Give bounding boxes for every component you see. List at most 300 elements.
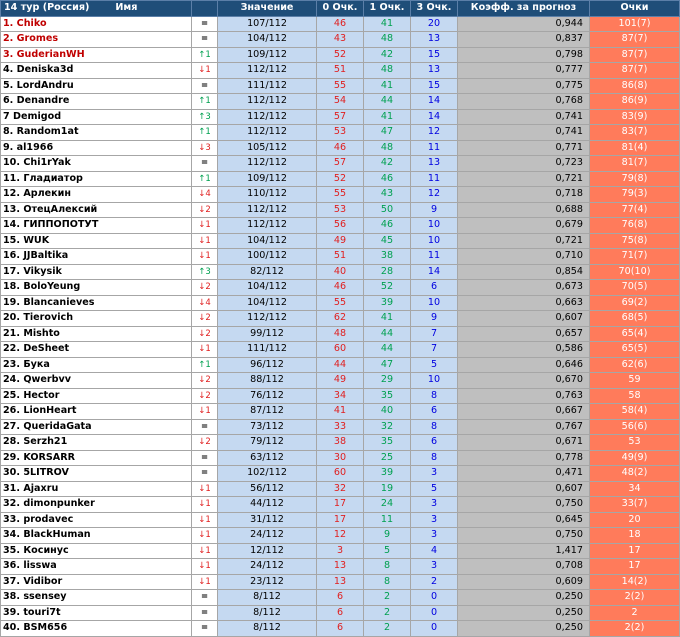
points-cell: 86(9) (590, 94, 680, 110)
points-cell: 49(9) (590, 450, 680, 466)
coefficient-cell: 0,670 (458, 373, 590, 389)
three-points-cell: 3 (411, 466, 458, 482)
value-cell: 104/112 (218, 295, 317, 311)
zero-points-cell: 6 (317, 590, 364, 606)
coefficient-cell: 0,854 (458, 264, 590, 280)
three-points-cell: 20 (411, 16, 458, 32)
three-points-cell: 13 (411, 63, 458, 79)
coefficient-cell: 0,586 (458, 342, 590, 358)
points-cell: 2(2) (590, 621, 680, 637)
one-point-cell: 50 (364, 202, 411, 218)
table-row (1, 125, 680, 141)
value-cell: 87/112 (218, 404, 317, 420)
player-name: 11. Гладиатор (1, 171, 192, 187)
points-cell: 34 (590, 481, 680, 497)
zero-points-cell: 48 (317, 326, 364, 342)
table-row (1, 342, 680, 358)
table-row (1, 264, 680, 280)
one-point-cell: 29 (364, 373, 411, 389)
one-point-cell: 45 (364, 233, 411, 249)
rank-change: ↑1 (192, 47, 218, 63)
player-name: 10. Chi1rYak (1, 156, 192, 172)
rank-change: = (192, 621, 218, 637)
header-three-points: 3 Очк. (411, 1, 458, 17)
rank-change: ↓1 (192, 63, 218, 79)
points-cell: 65(5) (590, 342, 680, 358)
table-row (1, 528, 680, 544)
zero-points-cell: 17 (317, 512, 364, 528)
coefficient-cell: 0,741 (458, 109, 590, 125)
three-points-cell: 8 (411, 450, 458, 466)
player-name: 6. Denandre (1, 94, 192, 110)
three-points-cell: 3 (411, 497, 458, 513)
one-point-cell: 41 (364, 16, 411, 32)
three-points-cell: 6 (411, 404, 458, 420)
value-cell: 111/112 (218, 78, 317, 94)
rank-change: ↓2 (192, 311, 218, 327)
player-name: 1. Chiko (1, 16, 192, 32)
rank-change: ↓1 (192, 574, 218, 590)
one-point-cell: 5 (364, 543, 411, 559)
coefficient-cell: 0,250 (458, 621, 590, 637)
coefficient-cell: 0,721 (458, 171, 590, 187)
three-points-cell: 10 (411, 218, 458, 234)
coefficient-cell: 0,708 (458, 559, 590, 575)
rank-change: = (192, 16, 218, 32)
player-name: 34. BlackHuman (1, 528, 192, 544)
table-row (1, 373, 680, 389)
table-row (1, 605, 680, 621)
value-cell: 112/112 (218, 156, 317, 172)
player-name: 24. Qwerbvv (1, 373, 192, 389)
table-row (1, 218, 680, 234)
rank-change: ↓2 (192, 435, 218, 451)
one-point-cell: 48 (364, 32, 411, 48)
three-points-cell: 10 (411, 373, 458, 389)
three-points-cell: 12 (411, 125, 458, 141)
header-coefficient: Коэфф. за прогноз (458, 1, 590, 17)
rank-change: ↓1 (192, 249, 218, 265)
points-cell: 33(7) (590, 497, 680, 513)
rank-change: ↓1 (192, 218, 218, 234)
player-name: 37. Vidibor (1, 574, 192, 590)
player-name: 5. LordAndru (1, 78, 192, 94)
points-cell: 79(3) (590, 187, 680, 203)
rank-change: ↓3 (192, 140, 218, 156)
three-points-cell: 2 (411, 574, 458, 590)
zero-points-cell: 38 (317, 435, 364, 451)
points-cell: 69(2) (590, 295, 680, 311)
points-cell: 59 (590, 373, 680, 389)
value-cell: 109/112 (218, 171, 317, 187)
rank-change: ↓1 (192, 233, 218, 249)
coefficient-cell: 0,645 (458, 512, 590, 528)
rank-change: ↓2 (192, 388, 218, 404)
zero-points-cell: 12 (317, 528, 364, 544)
zero-points-cell: 33 (317, 419, 364, 435)
one-point-cell: 2 (364, 605, 411, 621)
value-cell: 8/112 (218, 590, 317, 606)
value-cell: 112/112 (218, 94, 317, 110)
three-points-cell: 7 (411, 326, 458, 342)
three-points-cell: 7 (411, 342, 458, 358)
points-cell: 53 (590, 435, 680, 451)
one-point-cell: 8 (364, 559, 411, 575)
one-point-cell: 46 (364, 218, 411, 234)
value-cell: 88/112 (218, 373, 317, 389)
one-point-cell: 32 (364, 419, 411, 435)
rank-change: = (192, 78, 218, 94)
one-point-cell: 2 (364, 621, 411, 637)
points-cell: 62(6) (590, 357, 680, 373)
three-points-cell: 5 (411, 357, 458, 373)
one-point-cell: 35 (364, 435, 411, 451)
table-row (1, 280, 680, 296)
zero-points-cell: 49 (317, 233, 364, 249)
value-cell: 96/112 (218, 357, 317, 373)
zero-points-cell: 60 (317, 342, 364, 358)
header-zero-points: 0 Очк. (317, 1, 364, 17)
one-point-cell: 9 (364, 528, 411, 544)
one-point-cell: 39 (364, 466, 411, 482)
rank-change: = (192, 419, 218, 435)
zero-points-cell: 51 (317, 63, 364, 79)
table-body (1, 16, 680, 636)
table-row (1, 574, 680, 590)
points-cell: 101(7) (590, 16, 680, 32)
zero-points-cell: 34 (317, 388, 364, 404)
coefficient-cell: 0,944 (458, 16, 590, 32)
three-points-cell: 8 (411, 388, 458, 404)
zero-points-cell: 30 (317, 450, 364, 466)
rank-change: = (192, 32, 218, 48)
rank-change: = (192, 156, 218, 172)
zero-points-cell: 54 (317, 94, 364, 110)
value-cell: 112/112 (218, 311, 317, 327)
rank-change: ↑1 (192, 171, 218, 187)
player-name: 15. WUK (1, 233, 192, 249)
table-row (1, 78, 680, 94)
table-row (1, 543, 680, 559)
points-cell: 79(8) (590, 171, 680, 187)
three-points-cell: 5 (411, 481, 458, 497)
zero-points-cell: 55 (317, 187, 364, 203)
three-points-cell: 11 (411, 140, 458, 156)
table-row (1, 481, 680, 497)
one-point-cell: 2 (364, 590, 411, 606)
one-point-cell: 41 (364, 78, 411, 94)
value-cell: 111/112 (218, 342, 317, 358)
player-name: 39. touri7t (1, 605, 192, 621)
coefficient-cell: 0,750 (458, 497, 590, 513)
zero-points-cell: 46 (317, 140, 364, 156)
rank-change: ↓1 (192, 497, 218, 513)
header-name: Имя (115, 2, 138, 13)
zero-points-cell: 56 (317, 218, 364, 234)
rank-change: ↓1 (192, 512, 218, 528)
value-cell: 63/112 (218, 450, 317, 466)
three-points-cell: 0 (411, 605, 458, 621)
value-cell: 73/112 (218, 419, 317, 435)
value-cell: 23/112 (218, 574, 317, 590)
points-cell: 77(4) (590, 202, 680, 218)
zero-points-cell: 53 (317, 125, 364, 141)
zero-points-cell: 6 (317, 605, 364, 621)
header-round: 14 тур (Россия) (4, 2, 90, 13)
player-name: 3. GuderianWH (1, 47, 192, 63)
three-points-cell: 6 (411, 435, 458, 451)
table-row (1, 497, 680, 513)
player-name: 28. Serzh21 (1, 435, 192, 451)
value-cell: 112/112 (218, 218, 317, 234)
coefficient-cell: 0,607 (458, 311, 590, 327)
value-cell: 107/112 (218, 16, 317, 32)
coefficient-cell: 0,723 (458, 156, 590, 172)
points-cell: 71(7) (590, 249, 680, 265)
value-cell: 109/112 (218, 47, 317, 63)
points-cell: 87(7) (590, 32, 680, 48)
player-name: 12. Арлекин (1, 187, 192, 203)
coefficient-cell: 0,471 (458, 466, 590, 482)
table-row (1, 109, 680, 125)
value-cell: 8/112 (218, 605, 317, 621)
zero-points-cell: 3 (317, 543, 364, 559)
points-cell: 65(4) (590, 326, 680, 342)
one-point-cell: 42 (364, 156, 411, 172)
zero-points-cell: 52 (317, 47, 364, 63)
player-name: 19. Blancanieves (1, 295, 192, 311)
coefficient-cell: 0,798 (458, 47, 590, 63)
value-cell: 79/112 (218, 435, 317, 451)
coefficient-cell: 0,767 (458, 419, 590, 435)
one-point-cell: 35 (364, 388, 411, 404)
points-cell: 56(6) (590, 419, 680, 435)
three-points-cell: 10 (411, 233, 458, 249)
points-cell: 70(10) (590, 264, 680, 280)
three-points-cell: 0 (411, 621, 458, 637)
points-cell: 81(4) (590, 140, 680, 156)
table-row (1, 171, 680, 187)
points-cell: 83(9) (590, 109, 680, 125)
player-name: 38. ssensey (1, 590, 192, 606)
three-points-cell: 11 (411, 171, 458, 187)
points-cell: 87(7) (590, 47, 680, 63)
coefficient-cell: 0,679 (458, 218, 590, 234)
zero-points-cell: 17 (317, 497, 364, 513)
player-name: 2. Gromes (1, 32, 192, 48)
player-name: 16. JJBaltika (1, 249, 192, 265)
zero-points-cell: 13 (317, 574, 364, 590)
three-points-cell: 14 (411, 264, 458, 280)
table-row (1, 404, 680, 420)
player-name: 9. al1966 (1, 140, 192, 156)
one-point-cell: 24 (364, 497, 411, 513)
header-round-name (1, 1, 192, 17)
coefficient-cell: 0,657 (458, 326, 590, 342)
table-row (1, 63, 680, 79)
table-row (1, 466, 680, 482)
points-cell: 17 (590, 543, 680, 559)
header-points: Очки (590, 1, 680, 17)
value-cell: 104/112 (218, 280, 317, 296)
rank-change: ↓1 (192, 528, 218, 544)
table-header-row (1, 1, 680, 17)
zero-points-cell: 60 (317, 466, 364, 482)
three-points-cell: 9 (411, 311, 458, 327)
three-points-cell: 11 (411, 249, 458, 265)
coefficient-cell: 0,646 (458, 357, 590, 373)
rank-change: ↑1 (192, 357, 218, 373)
player-name: 25. Hector (1, 388, 192, 404)
table-row (1, 140, 680, 156)
coefficient-cell: 0,775 (458, 78, 590, 94)
three-points-cell: 14 (411, 94, 458, 110)
table-row (1, 559, 680, 575)
one-point-cell: 44 (364, 342, 411, 358)
rank-change: ↑1 (192, 125, 218, 141)
one-point-cell: 41 (364, 311, 411, 327)
value-cell: 100/112 (218, 249, 317, 265)
value-cell: 99/112 (218, 326, 317, 342)
zero-points-cell: 57 (317, 156, 364, 172)
rank-change: ↑1 (192, 94, 218, 110)
rank-change: ↓2 (192, 373, 218, 389)
rank-change: = (192, 590, 218, 606)
table-row (1, 249, 680, 265)
one-point-cell: 44 (364, 94, 411, 110)
coefficient-cell: 0,778 (458, 450, 590, 466)
header-trend (192, 1, 218, 17)
three-points-cell: 9 (411, 202, 458, 218)
value-cell: 8/112 (218, 621, 317, 637)
three-points-cell: 4 (411, 543, 458, 559)
zero-points-cell: 51 (317, 249, 364, 265)
rank-change: ↑3 (192, 109, 218, 125)
rank-change: ↓2 (192, 326, 218, 342)
value-cell: 104/112 (218, 233, 317, 249)
rank-change: ↓4 (192, 295, 218, 311)
zero-points-cell: 55 (317, 78, 364, 94)
rank-change: ↓1 (192, 543, 218, 559)
table-row (1, 435, 680, 451)
points-cell: 14(2) (590, 574, 680, 590)
player-name: 18. BoloYeung (1, 280, 192, 296)
player-name: 23. Бука (1, 357, 192, 373)
value-cell: 112/112 (218, 125, 317, 141)
coefficient-cell: 0,667 (458, 404, 590, 420)
player-name: 21. Mishto (1, 326, 192, 342)
player-name: 4. Deniska3d (1, 63, 192, 79)
coefficient-cell: 0,688 (458, 202, 590, 218)
three-points-cell: 13 (411, 156, 458, 172)
one-point-cell: 39 (364, 295, 411, 311)
one-point-cell: 52 (364, 280, 411, 296)
value-cell: 112/112 (218, 109, 317, 125)
three-points-cell: 15 (411, 78, 458, 94)
player-name: 17. Vikysik (1, 264, 192, 280)
player-name: 8. Random1at (1, 125, 192, 141)
value-cell: 112/112 (218, 63, 317, 79)
value-cell: 24/112 (218, 528, 317, 544)
rank-change: ↓4 (192, 187, 218, 203)
player-name: 33. prodavec (1, 512, 192, 528)
table-row (1, 388, 680, 404)
player-name: 35. Косинус (1, 543, 192, 559)
three-points-cell: 8 (411, 419, 458, 435)
value-cell: 110/112 (218, 187, 317, 203)
zero-points-cell: 44 (317, 357, 364, 373)
coefficient-cell: 0,741 (458, 125, 590, 141)
zero-points-cell: 57 (317, 109, 364, 125)
points-cell: 20 (590, 512, 680, 528)
three-points-cell: 14 (411, 109, 458, 125)
one-point-cell: 28 (364, 264, 411, 280)
rank-change: = (192, 466, 218, 482)
rank-change: = (192, 605, 218, 621)
points-cell: 75(8) (590, 233, 680, 249)
one-point-cell: 44 (364, 326, 411, 342)
table-row (1, 156, 680, 172)
coefficient-cell: 0,250 (458, 590, 590, 606)
coefficient-cell: 0,837 (458, 32, 590, 48)
value-cell: 102/112 (218, 466, 317, 482)
coefficient-cell: 0,609 (458, 574, 590, 590)
player-name: 13. ОтецАлексий (1, 202, 192, 218)
coefficient-cell: 0,663 (458, 295, 590, 311)
header-value: Значение (218, 1, 317, 17)
table-row (1, 295, 680, 311)
one-point-cell: 42 (364, 47, 411, 63)
points-cell: 2(2) (590, 590, 680, 606)
rank-change: ↓1 (192, 404, 218, 420)
rank-change: ↓1 (192, 481, 218, 497)
rank-change: = (192, 450, 218, 466)
one-point-cell: 48 (364, 63, 411, 79)
coefficient-cell: 0,718 (458, 187, 590, 203)
points-cell: 83(7) (590, 125, 680, 141)
one-point-cell: 47 (364, 125, 411, 141)
zero-points-cell: 49 (317, 373, 364, 389)
one-point-cell: 8 (364, 574, 411, 590)
coefficient-cell: 0,607 (458, 481, 590, 497)
value-cell: 112/112 (218, 202, 317, 218)
one-point-cell: 43 (364, 187, 411, 203)
points-cell: 68(5) (590, 311, 680, 327)
three-points-cell: 3 (411, 512, 458, 528)
table-row (1, 233, 680, 249)
table-row (1, 512, 680, 528)
three-points-cell: 0 (411, 590, 458, 606)
three-points-cell: 3 (411, 559, 458, 575)
table-row (1, 357, 680, 373)
value-cell: 56/112 (218, 481, 317, 497)
table-row (1, 187, 680, 203)
table-row (1, 32, 680, 48)
rank-change: ↓1 (192, 559, 218, 575)
table-row (1, 419, 680, 435)
table-row (1, 94, 680, 110)
table-row (1, 590, 680, 606)
player-name: 32. dimonpunker (1, 497, 192, 513)
value-cell: 104/112 (218, 32, 317, 48)
zero-points-cell: 6 (317, 621, 364, 637)
zero-points-cell: 53 (317, 202, 364, 218)
player-name: 36. lisswa (1, 559, 192, 575)
zero-points-cell: 41 (317, 404, 364, 420)
three-points-cell: 12 (411, 187, 458, 203)
one-point-cell: 40 (364, 404, 411, 420)
coefficient-cell: 0,777 (458, 63, 590, 79)
